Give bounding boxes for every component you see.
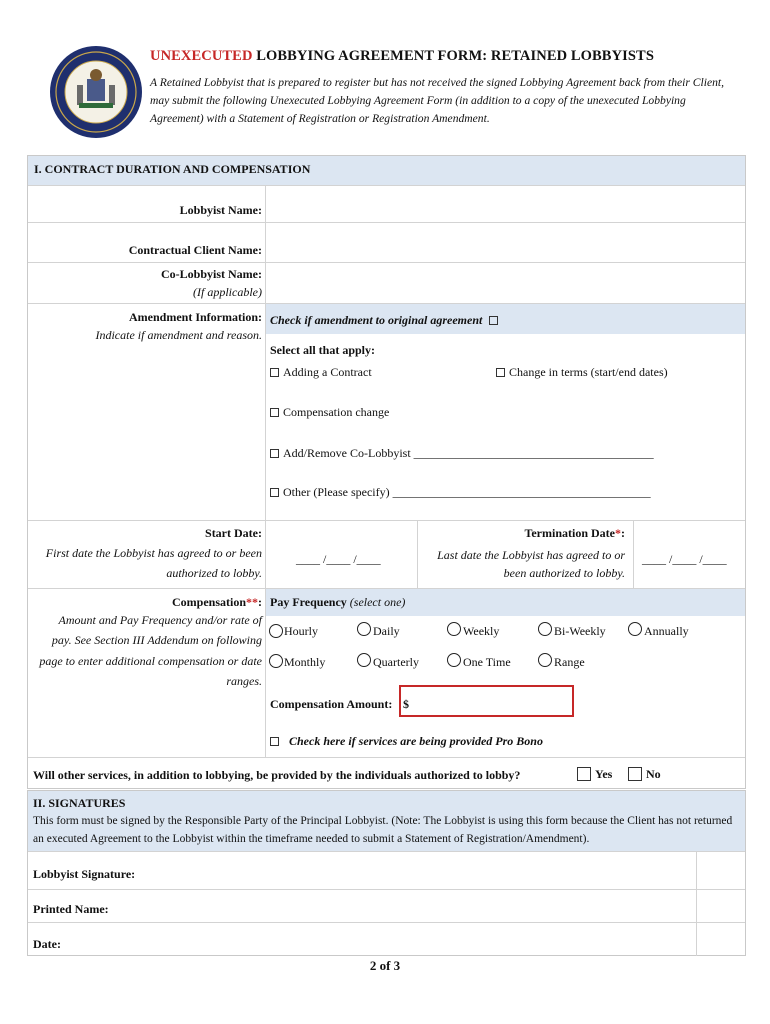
lobbyist-name-label: Lobbyist Name: (179, 203, 262, 217)
change-terms-option[interactable]: Change in terms (start/end dates) (496, 365, 668, 380)
monthly-radio[interactable] (269, 654, 283, 668)
intro-paragraph: A Retained Lobbyist that is prepared to register but has not received the signed Lobbying Agreement back from their Client, may submit the following Unexecuted Lobbying Agreement Form (in addition to a copy of the unexecuted Lobbying Agreement) with a Statement of Registration or Registration Amendment. (150, 76, 725, 125)
form-title: UNEXECUTED LOBBYING AGREEMENT FORM: RETAINED LOBBYISTS (150, 48, 654, 64)
compensation-note-3: page to enter additional compensation or date (39, 654, 262, 668)
range-label: Range (554, 655, 585, 669)
termination-date-label: Termination Date*: (524, 526, 625, 540)
one-time-label: One Time (463, 655, 511, 669)
client-name-label: Contractual Client Name: (128, 243, 262, 257)
quarterly-label: Quarterly (373, 655, 419, 669)
section1-heading: I. CONTRACT DURATION AND COMPENSATION (34, 162, 311, 176)
add-remove-co-lobbyist-option[interactable]: Add/Remove Co-Lobbyist ________________________________________ (270, 446, 654, 461)
pay-frequency-label: Pay Frequency (select one) (270, 595, 406, 609)
amendment-label: Amendment Information: (129, 310, 262, 324)
compensation-change-option[interactable]: Compensation change (270, 405, 389, 420)
annually-radio[interactable] (628, 622, 642, 636)
lobbyist-signature-label: Lobbyist Signature: (33, 867, 136, 881)
compensation-note-4: ranges. (226, 674, 262, 688)
annually-label: Annually (644, 624, 689, 638)
weekly-label: Weekly (463, 624, 500, 638)
weekly-radio[interactable] (447, 622, 461, 636)
compensation-amount-label: Compensation Amount: (270, 697, 393, 711)
section2-text: This form must be signed by the Responsible Party of the Principal Lobbyist. (Note: The Lobbyist is using this form because the Client has not returned an executed Agreement to the Lobbyist within the timeframe needed to submit a Statement of Registration/Amendment). (33, 815, 733, 845)
start-date-label: Start Date: (205, 526, 262, 540)
termination-date-field[interactable]: ____ /____ /____ (642, 552, 727, 566)
other-services-question: Will other services, in addition to lobbying, be provided by the individuals authorized to lobby? (33, 768, 521, 782)
other-option[interactable]: Other (Please specify) ___________________________________________ (270, 485, 651, 500)
compensation-note-1: Amount and Pay Frequency and/or rate of (58, 613, 262, 627)
compensation-label: Compensation**: (171, 595, 262, 609)
pro-bono-checkbox[interactable]: Check here if services are being provided Pro Bono (270, 734, 543, 749)
quarterly-radio[interactable] (357, 653, 371, 667)
daily-radio[interactable] (357, 622, 371, 636)
hourly-radio[interactable] (269, 624, 283, 638)
start-date-note-2: authorized to lobby. (166, 566, 262, 580)
lobbyist-signature-field[interactable] (150, 852, 695, 888)
biweekly-label: Bi-Weekly (554, 624, 606, 638)
termination-note-1: Last date the Lobbyist has agreed to or (437, 548, 625, 562)
co-lobbyist-label: Co-Lobbyist Name: (161, 267, 262, 281)
section2-heading: II. SIGNATURES (33, 796, 126, 810)
printed-name-label: Printed Name: (33, 902, 109, 916)
compensation-amount-prefix: $ (403, 697, 409, 711)
termination-note-2: been authorized to lobby. (503, 566, 625, 580)
lobbyist-name-field[interactable] (266, 186, 745, 222)
date-label: Date: (33, 937, 61, 951)
client-name-field[interactable] (266, 223, 745, 262)
monthly-label: Monthly (284, 655, 326, 669)
range-radio[interactable] (538, 653, 552, 667)
hourly-label: Hourly (284, 624, 318, 638)
compensation-note-2: pay. See Section III Addendum on following (51, 633, 262, 647)
compensation-amount-input[interactable] (399, 685, 574, 717)
amendment-checkbox[interactable]: Check if amendment to original agreement (270, 313, 502, 328)
biweekly-radio[interactable] (538, 622, 552, 636)
date-field[interactable] (150, 923, 695, 955)
no-checkbox[interactable]: No (624, 767, 661, 782)
nys-seal-logo (49, 45, 143, 139)
select-all-label: Select all that apply: (270, 343, 375, 357)
one-time-radio[interactable] (447, 653, 461, 667)
co-lobbyist-note: (If applicable) (193, 285, 262, 299)
amendment-note: Indicate if amendment and reason. (95, 328, 262, 342)
daily-label: Daily (373, 624, 400, 638)
adding-contract-option[interactable]: Adding a Contract (270, 365, 372, 380)
start-date-note-1: First date the Lobbyist has agreed to or been (45, 546, 262, 560)
start-date-field[interactable]: ____ /____ /____ (296, 552, 381, 566)
yes-checkbox[interactable]: Yes (577, 767, 612, 782)
page-number: 2 of 3 (369, 958, 401, 973)
co-lobbyist-field[interactable] (266, 263, 745, 303)
printed-name-field[interactable] (150, 890, 695, 921)
